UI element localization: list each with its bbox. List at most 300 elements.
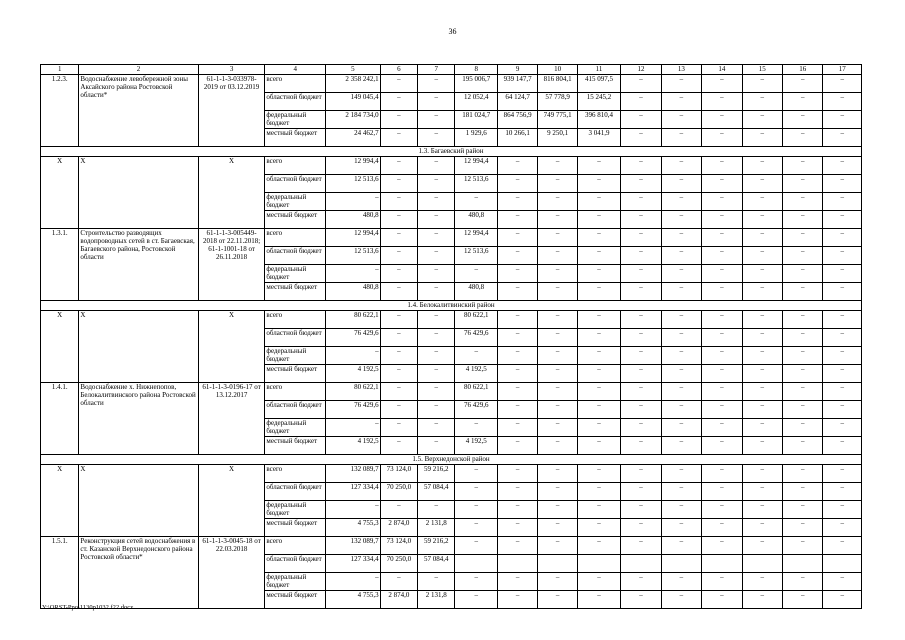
amount-cell: – — [455, 537, 497, 555]
amount-cell: 12 994,4 — [326, 157, 381, 175]
amount-cell: – — [823, 93, 862, 111]
amount-cell: 2 874,0 — [380, 591, 417, 609]
amount-cell: 12 513,6 — [326, 247, 381, 265]
amount-cell: 12 513,6 — [455, 247, 497, 265]
amount-cell: – — [783, 519, 823, 537]
amount-cell: – — [783, 247, 823, 265]
amount-cell: – — [702, 483, 742, 501]
amount-cell: 76 429,6 — [455, 401, 497, 419]
amount-cell: – — [380, 501, 417, 519]
amount-cell: – — [661, 311, 701, 329]
section-title: 1.4. Белокалитвинский район — [41, 301, 862, 311]
item-name: Х — [79, 157, 198, 229]
amount-cell: – — [702, 501, 742, 519]
amount-cell: – — [577, 283, 620, 301]
table-row — [41, 465, 862, 483]
amount-cell: – — [783, 347, 823, 365]
item-name: Х — [79, 465, 198, 537]
amount-cell: – — [661, 347, 701, 365]
amount-cell: – — [702, 365, 742, 383]
funding-source: всего — [265, 465, 326, 483]
amount-cell: 70 250,0 — [380, 483, 417, 501]
amount-cell: – — [783, 175, 823, 193]
item-number: 1.5.1. — [41, 537, 79, 609]
amount-cell: – — [783, 573, 823, 591]
amount-cell: – — [661, 129, 701, 147]
amount-cell: – — [380, 247, 417, 265]
amount-cell: – — [783, 329, 823, 347]
amount-cell: – — [538, 419, 577, 437]
amount-cell: – — [538, 247, 577, 265]
amount-cell: – — [418, 229, 455, 247]
amount-cell — [497, 555, 537, 573]
amount-cell: – — [577, 401, 620, 419]
amount-cell: – — [621, 437, 661, 455]
amount-cell: – — [783, 501, 823, 519]
amount-cell: – — [783, 311, 823, 329]
amount-cell: – — [380, 401, 417, 419]
amount-cell: – — [823, 591, 862, 609]
amount-cell: 80 622,1 — [455, 311, 497, 329]
amount-cell: – — [577, 193, 620, 211]
amount-cell: – — [742, 437, 782, 455]
amount-cell: – — [823, 573, 862, 591]
amount-cell: – — [742, 229, 782, 247]
funding-source: областной бюджет — [265, 329, 326, 347]
amount-cell: – — [621, 419, 661, 437]
amount-cell: – — [577, 265, 620, 283]
amount-cell: – — [577, 465, 620, 483]
amount-cell: – — [538, 283, 577, 301]
table-row — [41, 157, 862, 175]
amount-cell: – — [577, 211, 620, 229]
amount-cell — [661, 555, 701, 573]
section-title: 1.5. Верхнедонской район — [41, 455, 862, 465]
amount-cell: – — [380, 229, 417, 247]
amount-cell — [621, 555, 661, 573]
budget-table — [40, 64, 862, 609]
section-header-row — [41, 147, 862, 157]
amount-cell: – — [621, 129, 661, 147]
amount-cell: – — [418, 283, 455, 301]
amount-cell: – — [742, 591, 782, 609]
funding-source: всего — [265, 75, 326, 93]
amount-cell: – — [380, 265, 417, 283]
amount-cell: – — [621, 365, 661, 383]
column-number: 14 — [702, 65, 742, 75]
amount-cell: – — [702, 573, 742, 591]
amount-cell: – — [661, 573, 701, 591]
document-ref: Х — [198, 311, 265, 383]
amount-cell: – — [538, 465, 577, 483]
amount-cell: – — [497, 537, 537, 555]
funding-source: федеральный бюджет — [265, 573, 326, 591]
funding-source: всего — [265, 229, 326, 247]
document-ref: Х — [198, 157, 265, 229]
section-header-row — [41, 455, 862, 465]
amount-cell: – — [661, 419, 701, 437]
column-number: 16 — [783, 65, 823, 75]
amount-cell: – — [783, 111, 823, 129]
amount-cell: – — [577, 419, 620, 437]
amount-cell: – — [455, 519, 497, 537]
funding-source: федеральный бюджет — [265, 501, 326, 519]
amount-cell: – — [380, 329, 417, 347]
amount-cell: – — [497, 311, 537, 329]
amount-cell — [455, 555, 497, 573]
amount-cell: – — [783, 383, 823, 401]
amount-cell: – — [742, 265, 782, 283]
amount-cell: – — [326, 347, 381, 365]
amount-cell: – — [661, 519, 701, 537]
amount-cell: – — [783, 229, 823, 247]
amount-cell: 59 216,2 — [418, 537, 455, 555]
amount-cell: – — [380, 193, 417, 211]
item-number: 1.2.3. — [41, 75, 79, 147]
amount-cell: – — [621, 111, 661, 129]
funding-source: федеральный бюджет — [265, 419, 326, 437]
amount-cell: – — [702, 465, 742, 483]
amount-cell: – — [497, 383, 537, 401]
amount-cell: – — [823, 501, 862, 519]
amount-cell: – — [742, 75, 782, 93]
amount-cell: – — [742, 573, 782, 591]
amount-cell: – — [742, 401, 782, 419]
amount-cell: 127 334,4 — [326, 555, 381, 573]
amount-cell: – — [538, 501, 577, 519]
amount-cell: – — [661, 193, 701, 211]
amount-cell: 15 245,2 — [577, 93, 620, 111]
amount-cell: – — [742, 483, 782, 501]
amount-cell: – — [783, 365, 823, 383]
amount-cell: – — [742, 537, 782, 555]
amount-cell: – — [661, 383, 701, 401]
amount-cell: – — [702, 537, 742, 555]
column-number: 5 — [326, 65, 381, 75]
amount-cell: – — [702, 265, 742, 283]
amount-cell: – — [621, 311, 661, 329]
amount-cell: – — [497, 229, 537, 247]
amount-cell: – — [742, 465, 782, 483]
column-number: 15 — [742, 65, 782, 75]
amount-cell: – — [783, 157, 823, 175]
amount-cell: – — [621, 573, 661, 591]
amount-cell: 480,8 — [326, 283, 381, 301]
amount-cell: – — [497, 365, 537, 383]
amount-cell: – — [418, 111, 455, 129]
amount-cell: – — [742, 365, 782, 383]
amount-cell: – — [661, 591, 701, 609]
amount-cell: – — [418, 501, 455, 519]
page-number: 36 — [448, 27, 457, 36]
file-path-footer: Y:\ORST-Ppo\1130p1032.f22.docx — [42, 604, 134, 611]
funding-source: местный бюджет — [265, 437, 326, 455]
amount-cell: – — [742, 519, 782, 537]
amount-cell: – — [577, 247, 620, 265]
document-ref: 61-1-1-3-005449-2018 от 22.11.2018; 61-1-1001-18 от 26.11.2018 — [198, 229, 265, 301]
amount-cell: – — [380, 573, 417, 591]
column-number: 8 — [455, 65, 497, 75]
amount-cell: – — [742, 247, 782, 265]
item-number: Х — [41, 465, 79, 537]
amount-cell: – — [783, 129, 823, 147]
amount-cell: – — [742, 93, 782, 111]
amount-cell: – — [497, 419, 537, 437]
amount-cell: – — [823, 465, 862, 483]
amount-cell: 480,8 — [455, 211, 497, 229]
amount-cell: 2 184 734,0 — [326, 111, 381, 129]
amount-cell: 181 024,7 — [455, 111, 497, 129]
amount-cell: – — [497, 519, 537, 537]
amount-cell: – — [742, 283, 782, 301]
amount-cell: – — [455, 465, 497, 483]
amount-cell: – — [661, 175, 701, 193]
amount-cell: – — [621, 283, 661, 301]
amount-cell: – — [661, 75, 701, 93]
document-ref: 61-1-1-3-0196-17 от 13.12.2017 — [198, 383, 265, 455]
amount-cell: 12 994,4 — [455, 157, 497, 175]
amount-cell: – — [497, 501, 537, 519]
amount-cell: – — [577, 229, 620, 247]
amount-cell: – — [702, 111, 742, 129]
amount-cell: – — [742, 111, 782, 129]
amount-cell: – — [497, 265, 537, 283]
amount-cell: – — [702, 401, 742, 419]
amount-cell: – — [783, 265, 823, 283]
amount-cell: 73 124,0 — [380, 465, 417, 483]
amount-cell: – — [621, 383, 661, 401]
amount-cell: – — [702, 75, 742, 93]
amount-cell: – — [823, 175, 862, 193]
amount-cell: – — [326, 193, 381, 211]
amount-cell: – — [621, 483, 661, 501]
amount-cell: – — [380, 175, 417, 193]
amount-cell: – — [783, 401, 823, 419]
amount-cell: – — [497, 437, 537, 455]
amount-cell: – — [823, 419, 862, 437]
amount-cell: – — [661, 401, 701, 419]
amount-cell: – — [621, 401, 661, 419]
amount-cell: – — [621, 157, 661, 175]
amount-cell: 127 334,4 — [326, 483, 381, 501]
amount-cell: – — [702, 519, 742, 537]
amount-cell: – — [577, 519, 620, 537]
amount-cell: – — [497, 573, 537, 591]
item-number: Х — [41, 311, 79, 383]
amount-cell: 59 216,2 — [418, 465, 455, 483]
amount-cell: – — [621, 175, 661, 193]
amount-cell: – — [418, 93, 455, 111]
funding-source: местный бюджет — [265, 365, 326, 383]
funding-source: федеральный бюджет — [265, 193, 326, 211]
funding-source: местный бюджет — [265, 283, 326, 301]
amount-cell: 480,8 — [455, 283, 497, 301]
amount-cell: – — [418, 347, 455, 365]
amount-cell: – — [326, 419, 381, 437]
column-number: 2 — [79, 65, 198, 75]
amount-cell: – — [783, 437, 823, 455]
column-number: 9 — [497, 65, 537, 75]
amount-cell: – — [823, 75, 862, 93]
column-number: 6 — [380, 65, 417, 75]
amount-cell: 1 929,6 — [455, 129, 497, 147]
amount-cell: 12 052,4 — [455, 93, 497, 111]
amount-cell: 76 429,6 — [455, 329, 497, 347]
amount-cell: – — [742, 419, 782, 437]
amount-cell: 73 124,0 — [380, 537, 417, 555]
amount-cell: 9 250,1 — [538, 129, 577, 147]
column-number: 17 — [823, 65, 862, 75]
amount-cell: 2 131,8 — [418, 591, 455, 609]
amount-cell: – — [380, 93, 417, 111]
funding-source: всего — [265, 311, 326, 329]
amount-cell: – — [783, 465, 823, 483]
amount-cell: – — [497, 329, 537, 347]
amount-cell: – — [823, 157, 862, 175]
amount-cell: – — [538, 519, 577, 537]
amount-cell: – — [380, 157, 417, 175]
table-row — [41, 229, 862, 247]
amount-cell: – — [621, 265, 661, 283]
amount-cell: – — [742, 383, 782, 401]
amount-cell: – — [783, 537, 823, 555]
amount-cell: – — [702, 383, 742, 401]
amount-cell: – — [380, 129, 417, 147]
amount-cell: – — [661, 465, 701, 483]
amount-cell: – — [577, 347, 620, 365]
amount-cell: 415 097,5 — [577, 75, 620, 93]
amount-cell: – — [823, 483, 862, 501]
amount-cell: – — [823, 247, 862, 265]
amount-cell: – — [702, 311, 742, 329]
funding-source: областной бюджет — [265, 175, 326, 193]
amount-cell: – — [577, 175, 620, 193]
amount-cell: – — [823, 265, 862, 283]
amount-cell: – — [538, 157, 577, 175]
amount-cell: – — [621, 465, 661, 483]
item-number: 1.4.1. — [41, 383, 79, 455]
amount-cell: – — [418, 311, 455, 329]
amount-cell: – — [702, 283, 742, 301]
amount-cell: – — [823, 283, 862, 301]
amount-cell: – — [742, 157, 782, 175]
amount-cell: – — [661, 437, 701, 455]
column-number: 4 — [265, 65, 326, 75]
amount-cell: – — [577, 311, 620, 329]
table-row — [41, 311, 862, 329]
document-ref: 61-1-1-3-033978-2019 от 03.12.2019 — [198, 75, 265, 147]
amount-cell: 149 045,4 — [326, 93, 381, 111]
amount-cell: – — [823, 211, 862, 229]
amount-cell — [742, 555, 782, 573]
amount-cell: – — [702, 419, 742, 437]
amount-cell: – — [742, 193, 782, 211]
amount-cell: – — [661, 93, 701, 111]
item-name: Водоснабжение х. Нижнепопов, Белокалитвинского района Ростовской области — [79, 383, 198, 455]
amount-cell: – — [538, 483, 577, 501]
amount-cell: – — [538, 211, 577, 229]
amount-cell: – — [538, 401, 577, 419]
funding-source: областной бюджет — [265, 247, 326, 265]
amount-cell: – — [742, 311, 782, 329]
amount-cell: – — [577, 383, 620, 401]
funding-source: местный бюджет — [265, 211, 326, 229]
amount-cell: – — [577, 365, 620, 383]
amount-cell: – — [702, 129, 742, 147]
amount-cell: – — [621, 537, 661, 555]
amount-cell: – — [621, 501, 661, 519]
amount-cell: – — [418, 329, 455, 347]
amount-cell: – — [621, 93, 661, 111]
amount-cell: – — [742, 129, 782, 147]
amount-cell: 396 810,4 — [577, 111, 620, 129]
amount-cell: – — [661, 329, 701, 347]
column-number: 13 — [661, 65, 701, 75]
amount-cell: 24 462,7 — [326, 129, 381, 147]
amount-cell: – — [380, 211, 417, 229]
amount-cell: – — [418, 383, 455, 401]
funding-source: местный бюджет — [265, 591, 326, 609]
amount-cell: – — [621, 193, 661, 211]
amount-cell: – — [702, 93, 742, 111]
amount-cell: – — [783, 283, 823, 301]
amount-cell: – — [497, 157, 537, 175]
table-row — [41, 537, 862, 555]
amount-cell: – — [380, 311, 417, 329]
amount-cell: 57 778,9 — [538, 93, 577, 111]
amount-cell: – — [497, 247, 537, 265]
amount-cell: – — [661, 157, 701, 175]
amount-cell: 132 089,7 — [326, 465, 381, 483]
amount-cell: – — [455, 501, 497, 519]
column-number: 3 — [198, 65, 265, 75]
amount-cell: – — [742, 347, 782, 365]
amount-cell: – — [380, 383, 417, 401]
amount-cell: – — [497, 347, 537, 365]
amount-cell: – — [326, 501, 381, 519]
amount-cell: – — [497, 465, 537, 483]
amount-cell: – — [621, 229, 661, 247]
amount-cell: 864 756,9 — [497, 111, 537, 129]
amount-cell: – — [497, 483, 537, 501]
section-header-row — [41, 301, 862, 311]
amount-cell: 12 994,4 — [455, 229, 497, 247]
amount-cell: – — [783, 93, 823, 111]
amount-cell: 80 622,1 — [326, 383, 381, 401]
amount-cell: – — [702, 229, 742, 247]
amount-cell: – — [742, 329, 782, 347]
amount-cell: 2 874,0 — [380, 519, 417, 537]
amount-cell: – — [783, 193, 823, 211]
section-title: 1.3. Багаевский район — [41, 147, 862, 157]
funding-source: областной бюджет — [265, 483, 326, 501]
amount-cell: – — [538, 537, 577, 555]
amount-cell: – — [661, 483, 701, 501]
item-name: Водоснабжение левобережной зоны Аксайского района Ростовской области* — [79, 75, 198, 147]
amount-cell: – — [702, 591, 742, 609]
amount-cell: – — [661, 283, 701, 301]
amount-cell: 4 192,5 — [326, 437, 381, 455]
amount-cell: – — [742, 175, 782, 193]
column-number: 7 — [418, 65, 455, 75]
amount-cell: – — [661, 211, 701, 229]
amount-cell: 70 250,0 — [380, 555, 417, 573]
amount-cell: – — [702, 347, 742, 365]
funding-source: всего — [265, 383, 326, 401]
amount-cell: – — [455, 483, 497, 501]
amount-cell: – — [497, 193, 537, 211]
amount-cell: 4 755,3 — [326, 519, 381, 537]
